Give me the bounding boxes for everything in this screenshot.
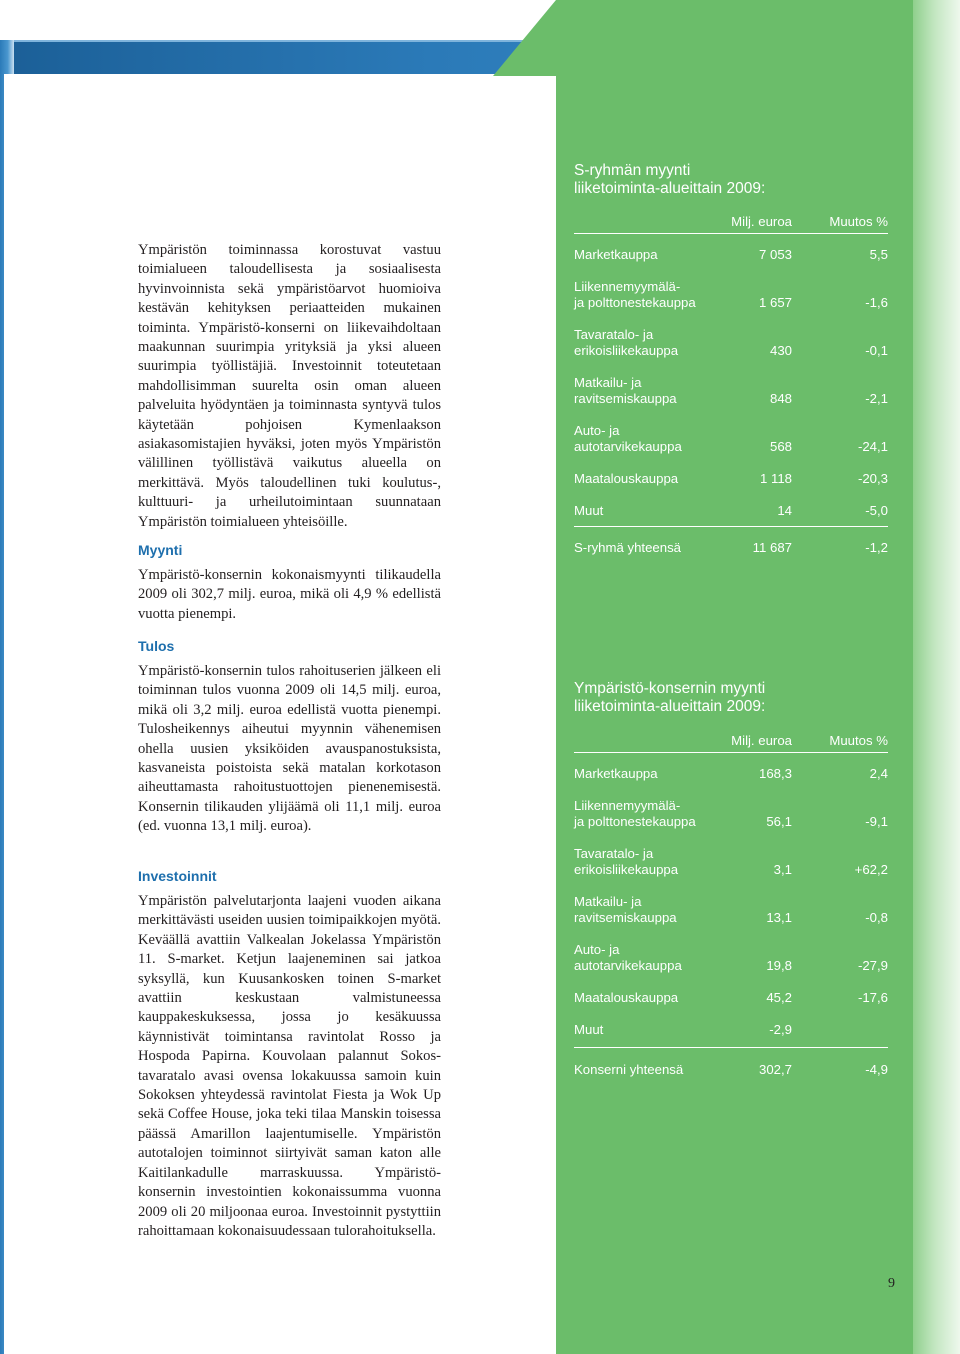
- s-group-table-title: [574, 162, 894, 198]
- total-label: Konserni yhteensä: [574, 1062, 684, 1077]
- konserni-title-line2: liiketoiminta-alueittain 2009:: [574, 698, 766, 715]
- section-text-myynti: Ympäristö-konsernin kokonaismyynti tilikaudella 2009 oli 302,7 milj. euroa, mikä oli 4,9 % edellistä vuotta pienempi.: [138, 567, 441, 622]
- row-label: Maatalouskauppa: [574, 471, 679, 486]
- row-value: 1 118: [759, 471, 792, 486]
- table-row: [574, 458, 888, 490]
- section-heading-investoinnit: Investoinnit: [138, 868, 217, 884]
- row-value: 1 657: [758, 295, 792, 310]
- row-change: -9,1: [865, 814, 888, 829]
- table-row: [574, 362, 888, 410]
- row-value: 168,3: [758, 766, 792, 781]
- row-change: -24,1: [857, 439, 888, 454]
- row-label: Matkailu- ja: [574, 894, 642, 909]
- table-row: [574, 1009, 888, 1047]
- row-label-line2: ja polttonestekauppa: [574, 814, 696, 829]
- total-change: -4,9: [865, 1062, 888, 1077]
- row-value: 430: [769, 343, 792, 358]
- row-change: -5,0: [865, 503, 888, 518]
- row-change: -0,1: [865, 343, 888, 358]
- table-row: [574, 785, 888, 833]
- row-label: Maatalouskauppa: [574, 990, 679, 1005]
- green-panel-corner: [493, 0, 556, 76]
- row-change: 2,4: [869, 766, 888, 781]
- row-label-line2: ravitsemiskauppa: [574, 391, 677, 406]
- row-value: 13,1: [766, 910, 792, 925]
- column-header-value: Milj. euroa: [731, 733, 792, 748]
- left-edge-gap: [4, 74, 14, 1354]
- row-label-line2: ja polttonestekauppa: [574, 295, 696, 310]
- table-row: [574, 410, 888, 458]
- row-value: -2,9: [769, 1022, 792, 1037]
- row-label: Matkailu- ja: [574, 375, 642, 390]
- row-label: Muut: [574, 503, 604, 518]
- row-label-line2: autotarvikekauppa: [574, 958, 682, 973]
- row-value: 14: [777, 503, 792, 518]
- intro-paragraph: Ympäristön toiminnassa korostuvat vastuu toimialueen taloudellisesta ja sosiaalisesta hyvinvoinnista sekä ympäristöarvot huomioiva kestävän kehityksen periaatteiden mukainen toiminta. Ympäristö-konserni on liikevaihdoltaan maakunnan suurimpia yrityksiä ja yksi alueen suurimpia työllistäjiä. Investoinnit toteutetaan mahdollisimman suurelta osin oman alueen palveluita hyödyntäen ja toiminnasta syntyvä tulos käytetään pohjoisen Kymenlaakson asiakasomistajien hyväksi, joten myös Ympäristön välillinen työllistävä vaikutus alueella on merkittävä. Myös taloudellinen tuki koulutus-, kulttuuri- ja urheilutoimintaan suunnataan Ympäristön toimialueen yhteisöille.: [138, 242, 441, 530]
- section-text-tulos: Ympäristö-konsernin tulos rahoituserien jälkeen eli toiminnan tulos vuonna 2009 oli 14,5 milj. euroa, mikä oli 3,2 milj. euroa edellistä vuotta pienempi. Tulosheikennys aiheutui myynnin vähenemisen ohella uusien yksiköiden avauspanostuksista, kasvaneista poistoista sekä matalan korkotason aiheuttamasta rahoitustuottojen pienenemisestä. Konsernin tilikauden ylijäämä oli 11,1 milj. euroa (ed. vuonna 13,1 milj. euroa).: [138, 663, 441, 835]
- table-row: [574, 929, 888, 977]
- total-value: 302,7: [758, 1062, 792, 1077]
- table-header: [574, 731, 888, 753]
- row-value: 19,8: [766, 958, 792, 973]
- table-total-row: [574, 1047, 888, 1078]
- row-change: 5,5: [869, 247, 888, 262]
- table-row: [574, 833, 888, 881]
- row-label-line2: autotarvikekauppa: [574, 439, 682, 454]
- table-row: [574, 234, 888, 266]
- konserni-table-title: [574, 680, 894, 716]
- green-panel-fade: [913, 0, 960, 1354]
- row-label: Tavaratalo- ja: [574, 846, 654, 861]
- total-label: S-ryhmä yhteensä: [574, 540, 682, 555]
- row-label: Muut: [574, 1022, 604, 1037]
- table-row: [574, 314, 888, 362]
- row-change: -20,3: [857, 471, 888, 486]
- table-row: [574, 977, 888, 1009]
- row-change: -1,6: [865, 295, 888, 310]
- konserni-title-line1: Ympäristö-konsernin myynti: [574, 680, 766, 697]
- row-change: -17,6: [857, 990, 888, 1005]
- row-label-line2: ravitsemiskauppa: [574, 910, 677, 925]
- konserni-sales-table: [574, 731, 888, 1078]
- s-group-title-line1: S-ryhmän myynti: [574, 162, 691, 179]
- table-header: [574, 212, 888, 234]
- total-value: 11 687: [752, 540, 792, 555]
- column-header-change: Muutos %: [829, 214, 888, 229]
- section-heading-tulos: Tulos: [138, 638, 175, 654]
- table-row: [574, 753, 888, 785]
- row-change: -2,1: [865, 391, 888, 406]
- row-label: Auto- ja: [574, 942, 620, 957]
- row-value: 45,2: [766, 990, 792, 1005]
- row-value: 3,1: [773, 862, 792, 877]
- table-row: [574, 490, 888, 526]
- section-heading-myynti: Myynti: [138, 542, 183, 558]
- row-change: +62,2: [854, 862, 888, 877]
- row-label-line2: erikoisliikekauppa: [574, 862, 679, 877]
- row-change: -27,9: [857, 958, 888, 973]
- row-label: Tavaratalo- ja: [574, 327, 654, 342]
- s-group-sales-table: [574, 212, 888, 557]
- row-value: 56,1: [766, 814, 792, 829]
- table-row: [574, 266, 888, 314]
- column-header-value: Milj. euroa: [731, 214, 792, 229]
- row-label: Marketkauppa: [574, 766, 658, 781]
- column-header-change: Muutos %: [829, 733, 888, 748]
- row-change: -0,8: [865, 910, 888, 925]
- table-row: [574, 881, 888, 929]
- row-label: Marketkauppa: [574, 247, 658, 262]
- row-label-line2: erikoisliikekauppa: [574, 343, 679, 358]
- row-label: Auto- ja: [574, 423, 620, 438]
- row-value: 7 053: [758, 247, 792, 262]
- green-sidebar-panel: [556, 0, 913, 1354]
- s-group-title-line2: liiketoiminta-alueittain 2009:: [574, 180, 766, 197]
- row-label: Liikennemyymälä-: [574, 279, 681, 294]
- page-number: 9: [888, 1276, 895, 1291]
- row-value: 568: [769, 439, 792, 454]
- row-label: Liikennemyymälä-: [574, 798, 681, 813]
- table-total-row: [574, 526, 888, 557]
- row-value: 848: [769, 391, 792, 406]
- section-text-investoinnit: Ympäristön palvelutarjonta laajeni vuoden aikana merkittävästi useiden uusien toimipaikkojen myötä. Keväällä avattiin Valkealan Jokelassa Ympäristön 11. S-market. Ketjun laajeneminen sai jatkoa syksyllä, kun Kuusankosken toinen S-market avattiin keskustaan valmistuneessa kauppakeskuksessa, jossa jo kesäkuussa käynnistivät toimintansa ravintolat Rosso ja Hospoda Papirna. Kouvolaan palannut Sokos-tavaratalo avasi ovensa lokakuussa samoin kuin Sokoksen yhteydessä ravintolat Fiesta ja Wok Up sekä Coffee House, joka teki tilaa Manskin toisessa päässä Amarillon laajentumiselle. Ympäristön autotalojen toiminnot siirtyivät saman katon alle Kaitilankadulle marraskuussa. Ympäristö-konsernin investointien kokonaissumma vuonna 2009 oli 20 miljoonaa euroa. Investoinnit pystyttiin rahoittamaan kokonaisuudessaan tulorahoituksella.: [138, 893, 441, 1239]
- total-change: -1,2: [865, 540, 888, 555]
